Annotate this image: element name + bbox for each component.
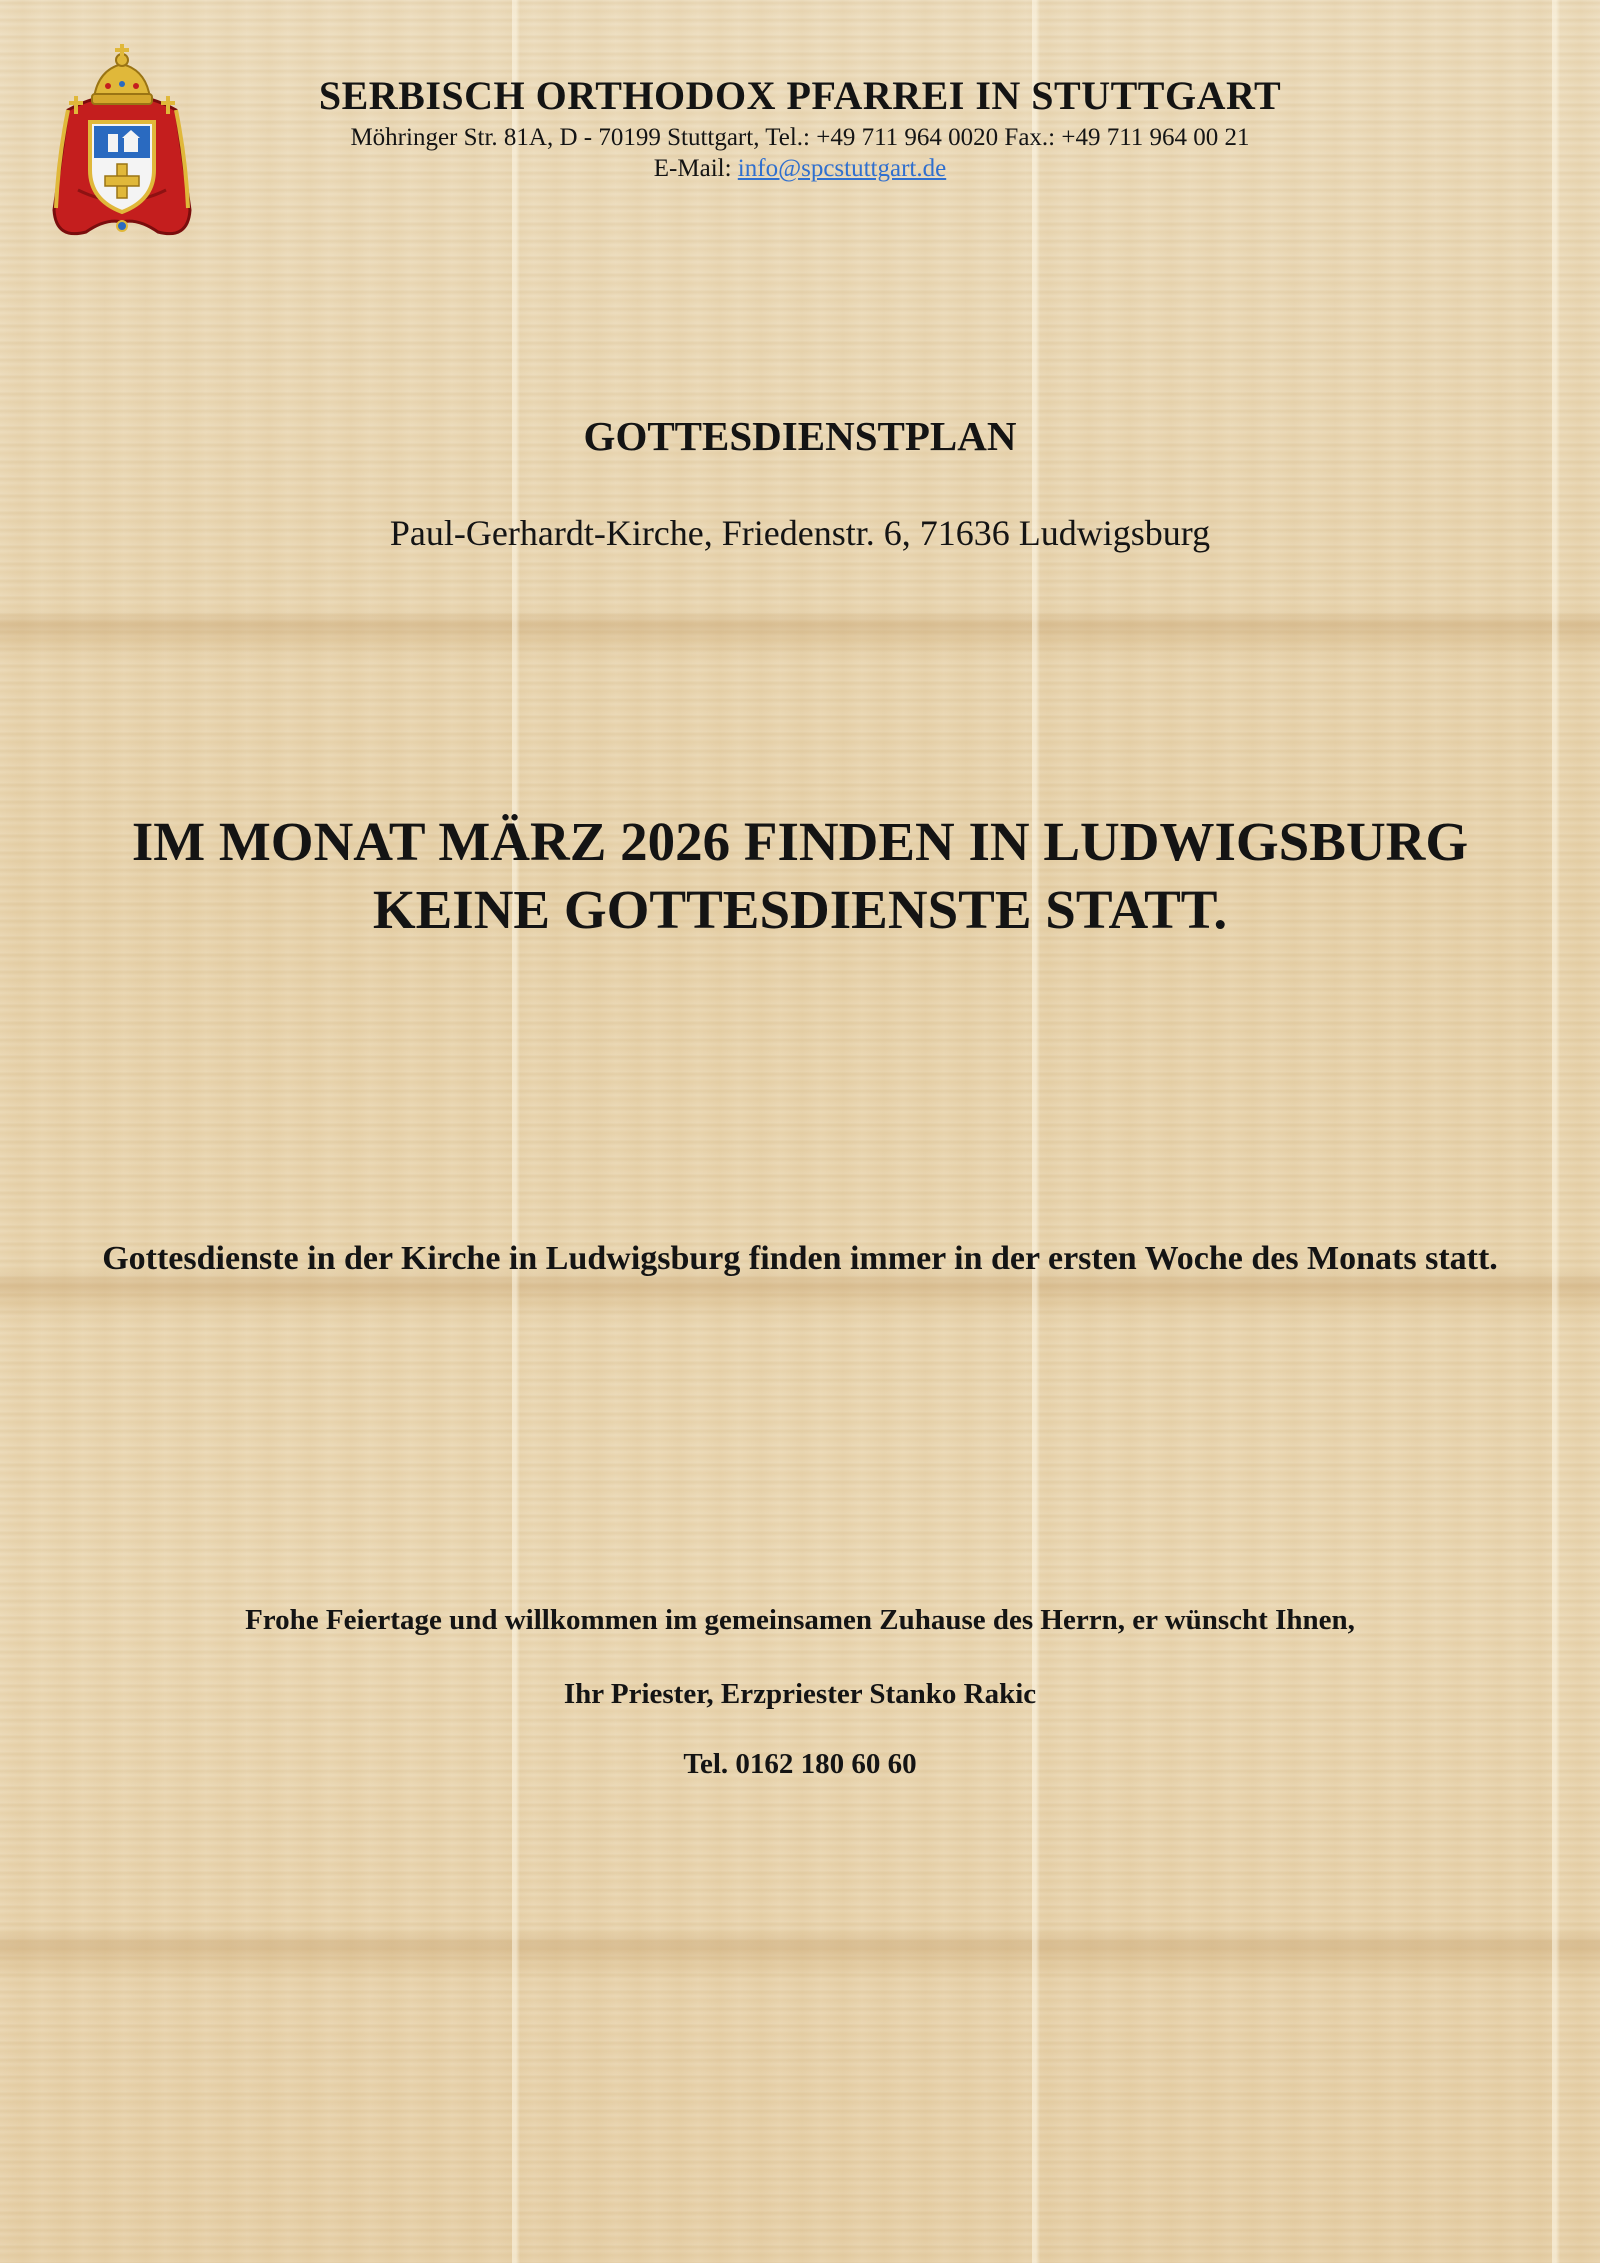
greeting-text: Frohe Feiertage und willkommen im gemeinsamen Zuhause des Herrn, er wünscht Ihnen,: [245, 1604, 1355, 1636]
priest-phone: Tel. 0162 180 60 60: [683, 1748, 917, 1780]
priest-signature: Ihr Priester, Erzpriester Stanko Rakic: [563, 1678, 1037, 1710]
email-line: [0, 155, 1600, 183]
organization-name: SERBISCH ORTHODOX PFARREI IN STUTTGART: [318, 73, 1282, 118]
organization-address: Möhringer Str. 81A, D - 70199 Stuttgart, Tel.: +49 711 964 0020 Fax.: +49 711 964 00 21: [350, 124, 1250, 151]
document-title: GOTTESDIENSTPLAN: [583, 413, 1017, 459]
email-label: E-Mail:: [653, 155, 738, 182]
email-link[interactable]: info@spcstuttgart.de: [737, 155, 947, 182]
announcement-headline-line-2: KEINE GOTTESDIENSTE STATT.: [372, 879, 1228, 940]
church-location: Paul-Gerhardt-Kirche, Friedenstr. 6, 71636 Ludwigsburg: [389, 513, 1211, 553]
announcement-headline-line-1: IM MONAT MÄRZ 2026 FINDEN IN LUDWIGSBURG: [131, 811, 1469, 872]
announcement-headline: [0, 808, 1600, 944]
service-schedule-note: Gottesdienste in der Kirche in Ludwigsburg finden immer in der ersten Woche des Monats statt.: [102, 1240, 1498, 1277]
